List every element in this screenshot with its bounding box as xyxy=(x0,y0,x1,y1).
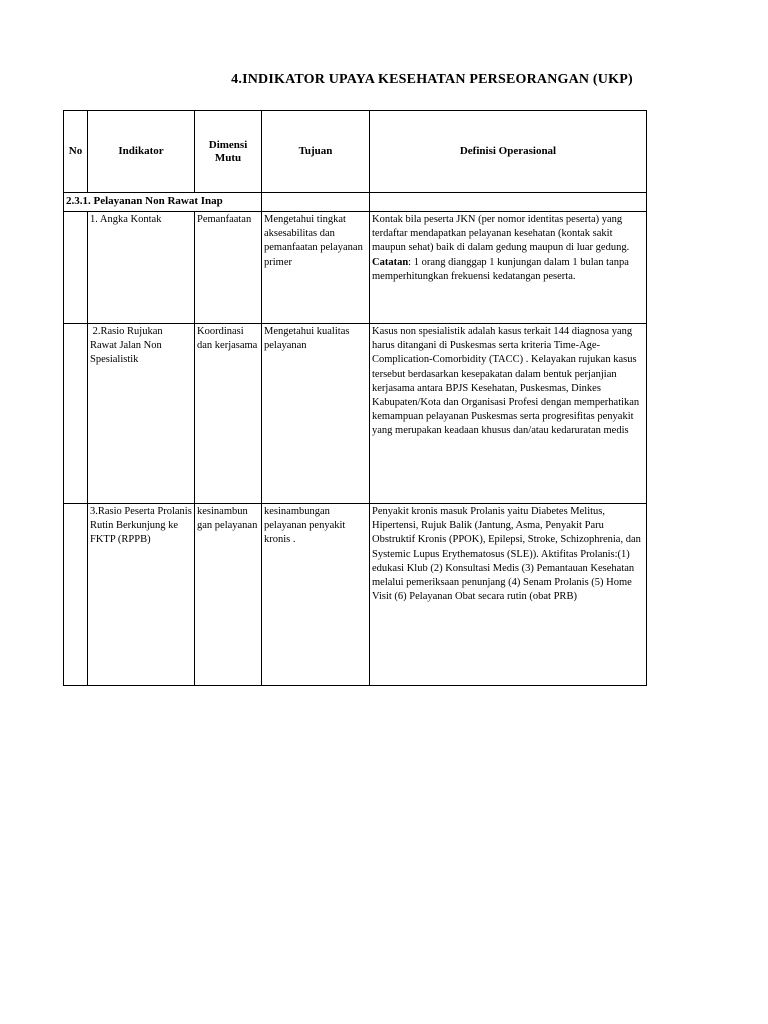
section-label: 2.3.1. Pelayanan Non Rawat Inap xyxy=(64,193,262,212)
cell-tujuan: Mengetahui kualitas pelayanan xyxy=(262,324,370,504)
table-row xyxy=(64,212,647,324)
cell-indikator: 2.Rasio Rujukan Rawat Jalan Non Spesialistik xyxy=(88,324,195,504)
cell-indikator: 3.Rasio Peserta Prolanis Rutin Berkunjung ke FKTP (RPPB) xyxy=(88,504,195,686)
cell-definisi: Penyakit kronis masuk Prolanis yaitu Diabetes Melitus, Hipertensi, Rujuk Balik (Jantung, Asma, Penyakit Paru Obstruktif Kronis (PPOK), Epilepsi, Stroke, Schizophrenia, dan Systemic Lupus Erythematosus (SLE)). Aktifitas Prolanis:(1) edukasi Klub (2) Konsultasi Medis (3) Pemantauan Kesehatan melalui pemeriksaan penunjang (4) Senam Prolanis (5) Home Visit (6) Pelayanan Obat secara rutin (obat PRB) xyxy=(370,504,647,686)
section-empty-cell xyxy=(262,193,370,212)
catatan-text: : 1 orang dianggap 1 kunjungan dalam 1 bulan tanpa memperhitungkan frekuensi kedatangan peserta. xyxy=(372,256,629,282)
definisi-text: Kontak bila peserta JKN (per nomor identitas peserta) yang terdaftar mendapatkan pelayanan kesehatan (kontak sakit maupun sehat) baik di dalam gedung maupun di luar gedung. xyxy=(372,214,630,254)
cell-dimensi-mutu: Koordinasi dan kerjasama xyxy=(195,324,262,504)
cell-dimensi-mutu: Pemanfaatan xyxy=(195,212,262,324)
cell-no xyxy=(64,504,88,686)
cell-tujuan: kesinambungan pelayanan penyakit kronis . xyxy=(262,504,370,686)
table-header-row xyxy=(64,111,647,193)
cell-no xyxy=(64,324,88,504)
header-tujuan: Tujuan xyxy=(262,111,370,193)
cell-definisi xyxy=(370,212,647,324)
table-row xyxy=(64,504,647,686)
header-dimensi-mutu: Dimensi Mutu xyxy=(195,111,262,193)
indicator-table xyxy=(63,110,647,686)
section-empty-cell xyxy=(370,193,647,212)
header-indikator: Indikator xyxy=(88,111,195,193)
page-title: 4.INDIKATOR UPAYA KESEHATAN PERSEORANGAN (UKP) xyxy=(231,72,633,87)
header-definisi: Definisi Operasional xyxy=(370,111,647,193)
table-row xyxy=(64,324,647,504)
cell-tujuan: Mengetahui tingkat aksesabilitas dan pemanfaatan pelayanan primer xyxy=(262,212,370,324)
catatan-label: Catatan xyxy=(372,256,409,268)
cell-dimensi-mutu: kesinambun gan pelayanan xyxy=(195,504,262,686)
header-no: No xyxy=(64,111,88,193)
cell-definisi: Kasus non spesialistik adalah kasus terkait 144 diagnosa yang harus ditangani di Puskesmas serta kriteria Time-Age-Complication-Comorbidity (TACC) . Kelayakan rujukan kasus tersebut berdasarkan kesepakatan dalam bentuk perjanjian kerjasama antara BPJS Kesehatan, Puskesmas, Dinkes Kabupaten/Kota dan Organisasi Profesi dengan memperhatikan kemampuan pelayanan Puskesmas serta progresifitas penyakit yang merupakan keadaan khusus dan/atau kedaruratan medis xyxy=(370,324,647,504)
cell-indikator: 1. Angka Kontak xyxy=(88,212,195,324)
cell-no xyxy=(64,212,88,324)
section-row xyxy=(64,193,647,212)
